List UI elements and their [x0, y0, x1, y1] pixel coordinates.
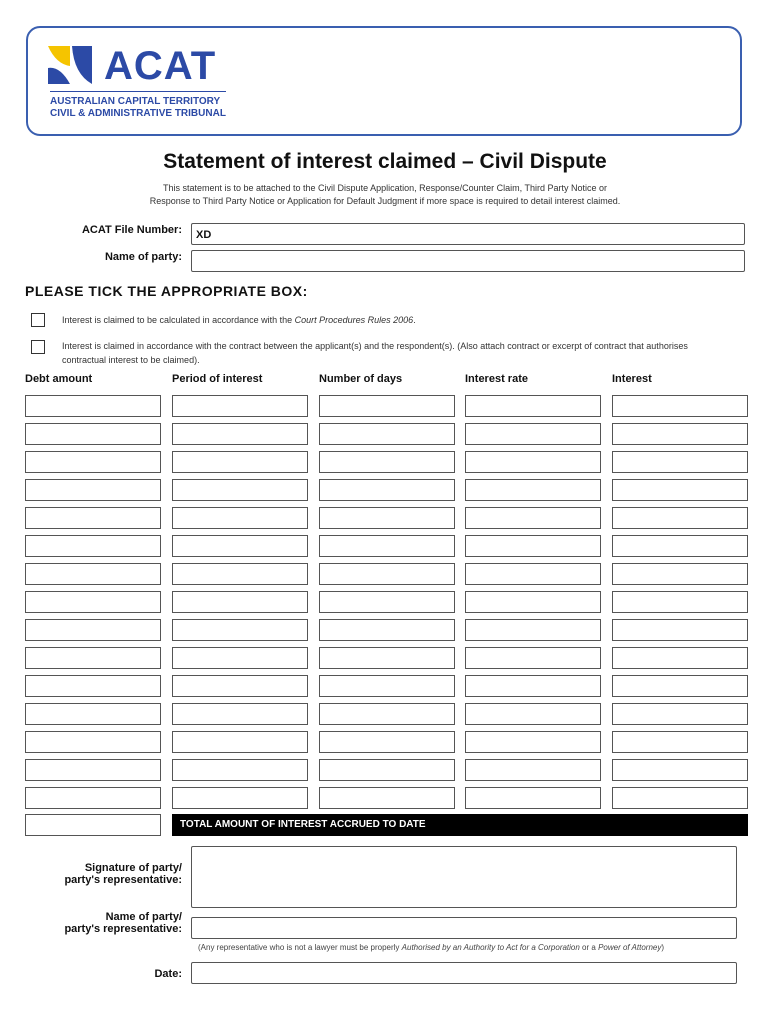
table-cell-period[interactable]	[172, 591, 308, 613]
table-cell-rate[interactable]	[465, 535, 601, 557]
intro-text-2: Response to Third Party Notice or Application for Default Judgment if more space is required to detail interest claimed.	[149, 196, 621, 206]
signature-label: Signature of party/ party's representative:	[64, 862, 182, 886]
option-rules-checkbox[interactable]	[31, 313, 45, 327]
table-cell-period[interactable]	[172, 563, 308, 585]
table-cell-period[interactable]	[172, 703, 308, 725]
party-name-field[interactable]	[191, 250, 745, 272]
logo-divider	[50, 91, 226, 92]
table-cell-rate[interactable]	[465, 619, 601, 641]
rep-name-label: Name of party/ party's representative:	[64, 911, 182, 935]
col-header-debt: Debt amount	[25, 373, 93, 385]
table-cell-interest[interactable]	[612, 647, 748, 669]
acat-logo-icon	[46, 44, 96, 88]
table-cell-period[interactable]	[172, 535, 308, 557]
table-cell-debt[interactable]	[25, 395, 161, 417]
table-cell-interest[interactable]	[612, 451, 748, 473]
table-cell-rate[interactable]	[465, 759, 601, 781]
table-cell-interest[interactable]	[612, 395, 748, 417]
table-cell-rate[interactable]	[465, 731, 601, 753]
table-cell-interest[interactable]	[612, 731, 748, 753]
table-cell-days[interactable]	[319, 535, 455, 557]
table-cell-interest[interactable]	[612, 535, 748, 557]
table-cell-period[interactable]	[172, 787, 308, 809]
table-cell-period[interactable]	[172, 395, 308, 417]
table-cell-debt[interactable]	[25, 507, 161, 529]
table-cell-rate[interactable]	[465, 563, 601, 585]
table-cell-debt[interactable]	[25, 479, 161, 501]
table-cell-period[interactable]	[172, 507, 308, 529]
table-cell-rate[interactable]	[465, 451, 601, 473]
rep-name-field[interactable]	[191, 917, 737, 939]
intro-text-1: This statement is to be attached to the Civil Dispute Application, Response/Counter Claim, Third Party Notice or	[162, 183, 608, 193]
option-rules-text: Interest is claimed to be calculated in accordance with the Court Procedures Rules 2006.	[62, 315, 416, 325]
table-cell-interest[interactable]	[612, 591, 748, 613]
table-cell-days[interactable]	[319, 619, 455, 641]
option-contract-text: Interest is claimed in accordance with the contract between the applicant(s) and the respondent(s). (Also attach contract or excerpt of contract that authorises contractual interest to be claimed).	[62, 341, 688, 365]
table-cell-interest[interactable]	[612, 619, 748, 641]
table-cell-days[interactable]	[319, 759, 455, 781]
table-cell-period[interactable]	[172, 759, 308, 781]
col-header-interest: Interest	[612, 373, 652, 385]
table-cell-period[interactable]	[172, 619, 308, 641]
col-header-period: Period of interest	[172, 373, 263, 385]
table-cell-rate[interactable]	[465, 703, 601, 725]
table-cell-days[interactable]	[319, 591, 455, 613]
table-cell-interest[interactable]	[612, 479, 748, 501]
table-cell-days[interactable]	[319, 675, 455, 697]
file-number-field[interactable]	[191, 223, 745, 245]
table-cell-days[interactable]	[319, 647, 455, 669]
date-field[interactable]	[191, 962, 737, 984]
table-cell-rate[interactable]	[465, 395, 601, 417]
table-cell-debt[interactable]	[25, 423, 161, 445]
representative-note: (Any representative who is not a lawyer must be properly Authorised by an Authority to Act for a Corporation or a Power of Attorney)	[198, 943, 665, 952]
table-cell-days[interactable]	[319, 479, 455, 501]
date-label: Date:	[154, 968, 182, 980]
table-cell-debt[interactable]	[25, 787, 161, 809]
total-debt-cell[interactable]	[25, 814, 161, 836]
col-header-rate: Interest rate	[465, 373, 528, 385]
table-cell-interest[interactable]	[612, 787, 748, 809]
signature-field[interactable]	[191, 846, 737, 908]
table-cell-period[interactable]	[172, 451, 308, 473]
table-cell-rate[interactable]	[465, 507, 601, 529]
table-cell-period[interactable]	[172, 675, 308, 697]
table-cell-interest[interactable]	[612, 563, 748, 585]
table-cell-days[interactable]	[319, 731, 455, 753]
table-cell-days[interactable]	[319, 787, 455, 809]
table-cell-rate[interactable]	[465, 647, 601, 669]
total-interest-bar: TOTAL AMOUNT OF INTEREST ACCRUED TO DATE	[172, 814, 748, 836]
col-header-days: Number of days	[319, 373, 403, 385]
table-cell-debt[interactable]	[25, 563, 161, 585]
party-name-label: Name of party:	[104, 251, 182, 263]
table-cell-debt[interactable]	[25, 591, 161, 613]
table-cell-debt[interactable]	[25, 451, 161, 473]
file-number-label: ACAT File Number:	[81, 224, 182, 236]
file-number-value: XD	[196, 229, 212, 241]
page-title: Statement of interest claimed – Civil Dispute	[163, 150, 607, 173]
table-cell-rate[interactable]	[465, 675, 601, 697]
table-cell-days[interactable]	[319, 507, 455, 529]
table-cell-interest[interactable]	[612, 675, 748, 697]
table-cell-period[interactable]	[172, 647, 308, 669]
table-cell-debt[interactable]	[25, 647, 161, 669]
table-cell-period[interactable]	[172, 731, 308, 753]
table-cell-interest[interactable]	[612, 759, 748, 781]
table-cell-days[interactable]	[319, 451, 455, 473]
logo-subtitle-2: CIVIL & ADMINISTRATIVE TRIBUNAL	[50, 108, 226, 119]
table-cell-debt[interactable]	[25, 675, 161, 697]
logo-subtitle-1: AUSTRALIAN CAPITAL TERRITORY	[50, 96, 221, 107]
table-cell-debt[interactable]	[25, 703, 161, 725]
table-cell-days[interactable]	[319, 423, 455, 445]
table-cell-debt[interactable]	[25, 759, 161, 781]
table-cell-debt[interactable]	[25, 535, 161, 557]
table-cell-rate[interactable]	[465, 591, 601, 613]
table-cell-rate[interactable]	[465, 787, 601, 809]
table-cell-interest[interactable]	[612, 507, 748, 529]
table-cell-debt[interactable]	[25, 731, 161, 753]
logo-wordmark: ACAT	[104, 44, 217, 88]
table-cell-days[interactable]	[319, 395, 455, 417]
section-heading: PLEASE TICK THE APPROPRIATE BOX:	[25, 283, 308, 299]
table-cell-days[interactable]	[319, 703, 455, 725]
table-cell-debt[interactable]	[25, 619, 161, 641]
table-cell-period[interactable]	[172, 423, 308, 445]
table-cell-interest[interactable]	[612, 423, 748, 445]
table-cell-rate[interactable]	[465, 479, 601, 501]
table-cell-days[interactable]	[319, 563, 455, 585]
table-cell-period[interactable]	[172, 479, 308, 501]
table-cell-interest[interactable]	[612, 703, 748, 725]
table-cell-rate[interactable]	[465, 423, 601, 445]
option-contract-checkbox[interactable]	[31, 340, 45, 354]
